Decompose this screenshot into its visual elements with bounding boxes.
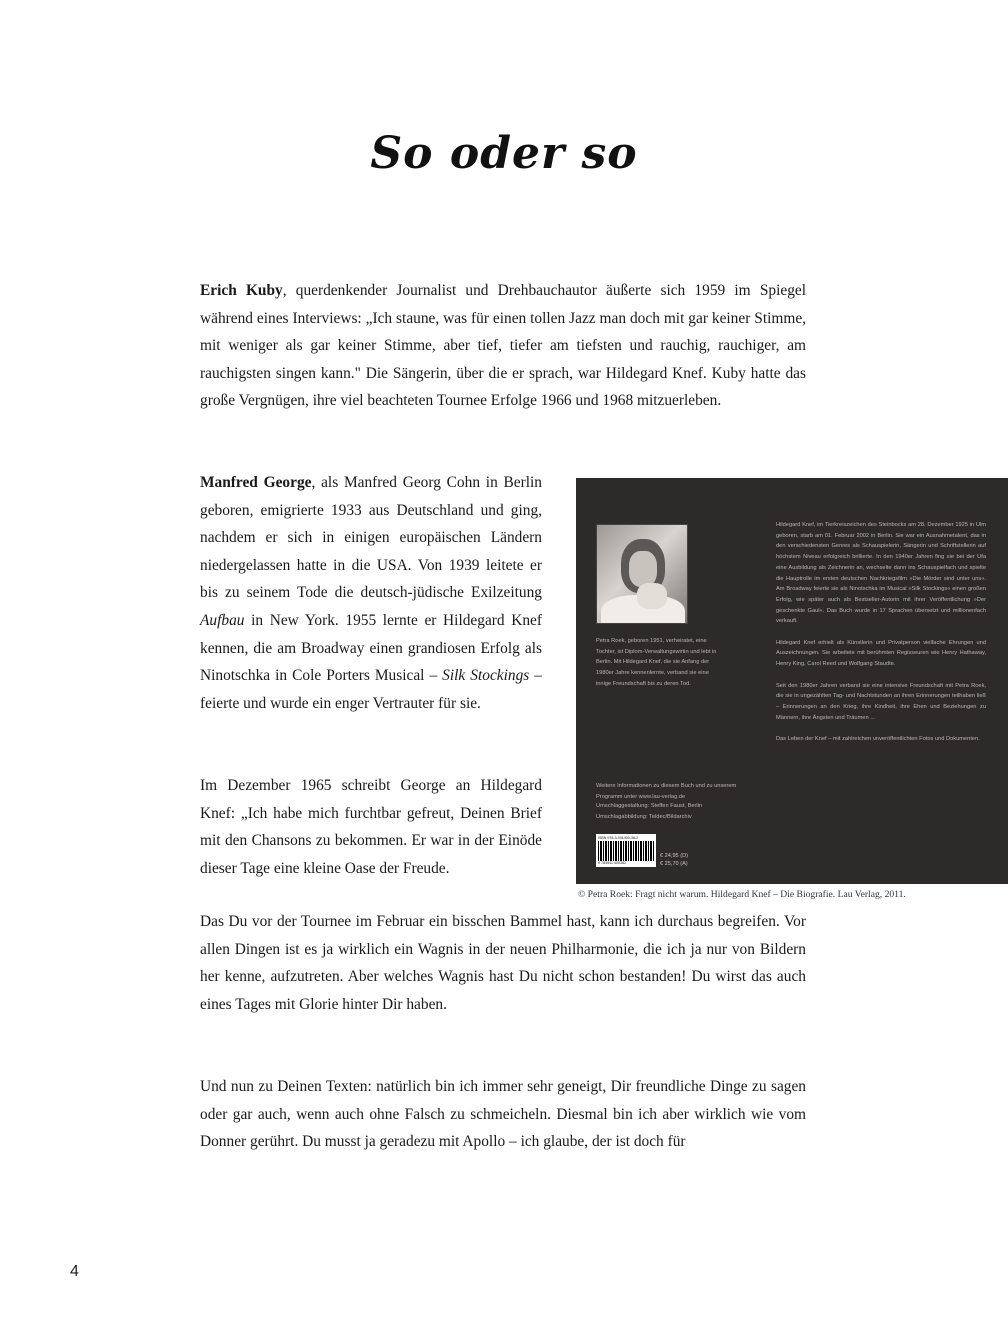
newspaper-title: Aufbau: [200, 611, 245, 629]
blurb-paragraph: Seit den 1980er Jahren verband sie eine intensive Freundschaft mit Petra Roek, die sie in ungezählten Tag- und Nachtstunden an ihren Erinnerungen teilhaben ließ – Erinnerungen an den Krieg, ihre Kindheit, ihre Ehen und Beziehungen zu Männern, ihre Ängsten und Träumen ...: [776, 682, 986, 721]
paragraph-letter-tour: Das Du vor der Tournee im Februar ein bisschen Bammel hast, kann ich durchaus begreifen. Vor allen Dingen ist es ja wirklich ein Wagnis in der neuen Philharmonie, die ich ja nur von Bildern her kenne, aufzutreten. Aber welches Wagnis hast Du nicht schon bestanden! Du wirst das auch eines Tages mit Glorie hinter Dir haben.: [200, 913, 806, 1013]
isbn-text: ISBN 978-3-941400-38-2: [598, 836, 639, 840]
paragraph-george-text-c: – feierte und wurde ein enger Vertrauter für sie.: [200, 667, 542, 712]
cover-credits: Umschlaggestaltung: Steffen Faust, Berlin Umschlagabbildung: Teldec/Bildarchiv: [596, 803, 703, 820]
price-at: € 25,70 (A): [660, 861, 688, 867]
name-erich-kuby: Erich Kuby: [200, 282, 283, 299]
isbn-barcode: [596, 834, 656, 867]
page-number: 4: [70, 1263, 79, 1280]
paragraph-george: [200, 469, 542, 717]
author-photo: [596, 524, 688, 624]
book-back-cover: [576, 478, 1008, 884]
barcode-bars: [598, 841, 654, 861]
paragraph-kuby-text: , querdenkender Journalist und Drehbauchautor äußerte sich 1959 im Spiegel während eines Interviews: „Ich staune, was für einen tollen Jazz man doch mit gar keiner Stimme, mit weniger als gar keiner Stimme, aber tief, tiefer am tiefsten und rauchig, rauchiger, am rauchigsten singen kann." Die Sängerin, über die er sprach, war Hildegard Knef. Kuby hatte das große Vergnügen, ihre viel beachteten Tournee Erfolge 1966 und 1968 mitzuerleben.: [200, 282, 806, 410]
publisher-info: Weitere Informationen zu diesem Buch und zu unserem Programm unter www.lau-verlag.de: [596, 783, 737, 800]
blurb: [776, 520, 986, 755]
paragraph-george-text-b: in New York. 1955 lernte er Hildegard Knef kennen, die am Broadway einen grandiosen Erfolg als Ninotschka in Cole Porters Musical –: [200, 611, 542, 685]
paragraph-kuby: [200, 277, 806, 415]
page-title: So oder so: [370, 128, 638, 179]
price-label: [660, 852, 688, 868]
paragraph-george-text-a: , als Manfred Georg Cohn in Berlin geboren, emigrierte 1933 aus Deutschland und ging, nachdem er sich in einigen europäischen Ländern niedergelassen hatte in die USA. Von 1939 leitete er bis zu seinem Tode die deutsch-jüdische Exilzeitung: [200, 474, 542, 602]
name-manfred-george: Manfred George: [200, 474, 312, 491]
author-bio: Petra Roek, geboren 1951, verheiratet, eine Tochter, ist Diplom-Verwaltungswirtin und lebt in Berlin. Mit Hildegard Knef, die sie Anfang der 1980er Jahre kennenlernte, verband sie eine innige Freundschaft bis zu deren Tod.: [596, 638, 717, 687]
blurb-paragraph: Das Leben der Knef – mit zahlreichen unveröffentlichten Fotos und Dokumenten.: [776, 736, 980, 743]
paragraph-letter-texts: Und nun zu Deinen Texten: natürlich bin ich immer sehr geneigt, Dir freundliche Dinge zu sagen oder gar auch, wenn auch ohne Falsch zu schmeicheln. Diesmal bin ich aber wirklich wie vom Donner gerührt. Du musst ja geradezu mit Apollo – ich glaube, der ist doch für: [200, 1078, 806, 1151]
barcode-number: 9 783941 400382: [598, 861, 626, 865]
blurb-paragraph: Hildegard Knef erhielt als Künstlerin und Privatperson vielfache Ehrungen und Auszeichnungen. Sie arbeitete mit berühmten Regisseuren wie Henry Hathaway, Henry King, Carol Reed und Wolfgang Staudte.: [776, 639, 986, 668]
paragraph-letter-intro: Im Dezember 1965 schreibt George an Hildegard Knef: „Ich habe mich furchtbar gefreut, Deinen Brief mit den Chansons zu bekommen. Er war in der Einöde dieser Tage eine kleine Oase der Freude.: [200, 777, 542, 877]
image-caption: © Petra Roek: Fragt nicht warum. Hildegard Knef – Die Biografie. Lau Verlag, 2011.: [578, 889, 906, 900]
musical-title: Silk Stockings: [442, 667, 530, 685]
price-de: € 24,95 (D): [660, 853, 688, 859]
blurb-paragraph: Hildegard Knef, im Tierkreiszeichen des Steinbocks am 28. Dezember 1925 in Ulm geboren, starb am 01. Februar 2002 in Berlin. Sie war ein Ausnahmetalent, das in den verschiedensten Genres als Schauspielerin, Sängerin und Schriftstellerin auf höchstem Niveau erfolgreich brillierte. In den 1940er Jahren fing sie bei der Ufa eine Ausbildung als Zeichnerin an, wechselte dann ins Schauspielfach und spielte die Hauptrolle im ersten deutschen Nachkriegsfilm »Die Mörder sind unter uns«. Am Broadway feierte sie als Ninotschka im Musical »Silk Stockings« einen großen Erfolg, wie später auch als Bestseller-Autorin mit ihrer Veröffentlichung »Der geschenkte Gaul«. Das Buch wurde in 17 Sprachen übersetzt und millionenfach verkauft.: [776, 522, 986, 625]
